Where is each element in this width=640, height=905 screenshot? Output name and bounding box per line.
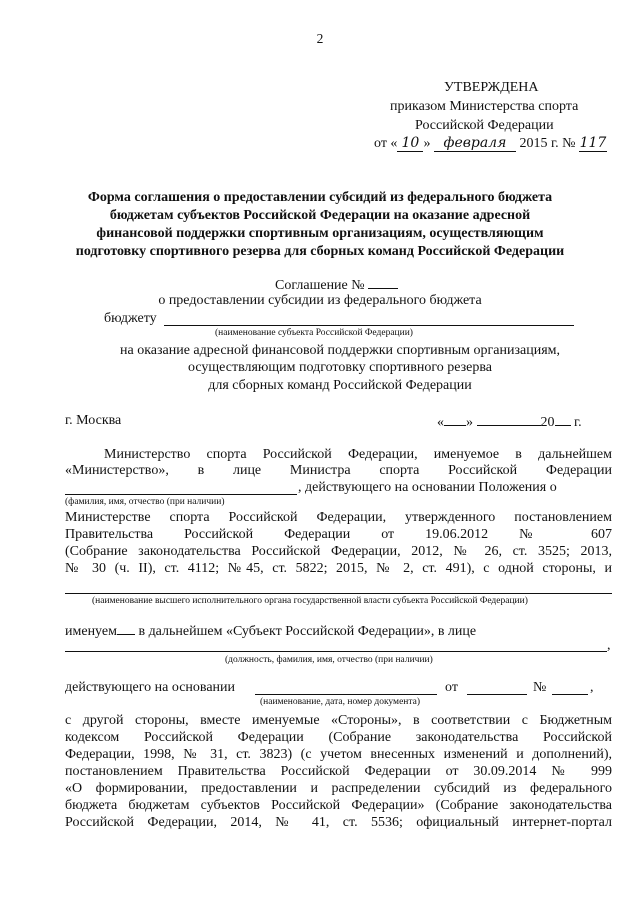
agreement-title	[275, 276, 398, 294]
para1-line-1: Министерство спорта Российской Федерации, именуемое в дальнейшем	[104, 447, 612, 462]
approval-date	[374, 135, 607, 152]
basis-text: действующего на основании	[65, 680, 236, 695]
para1-line-7: № 30 (ч. II), ст. 4112; №45, ст. 5822; 2015, № 2, ст. 491), с одной стороны, и	[65, 561, 612, 576]
budget-blank-line	[164, 325, 574, 326]
agreement-line-4: для сборных команд Российской Федерации	[208, 378, 472, 393]
agreement-line-3: осуществляющим подготовку спортивного резерва	[188, 360, 492, 375]
agreement-number-blank	[368, 276, 398, 289]
approval-month-handwritten: февраля	[434, 135, 516, 152]
date-year: 20	[540, 415, 555, 430]
form-title-line-4: подготовку спортивного резерва для сборных команд Российской Федерации	[75, 244, 565, 259]
approval-date-sep: »	[423, 136, 431, 151]
named-text-b: в дальнейшем «Субъект Российской Федерации», в лице	[134, 624, 477, 639]
named-line	[65, 622, 476, 640]
para2-line-7: Российской Федерации, 2014, № 41, ст. 5536; официальный интернет-портал	[65, 815, 612, 830]
organ-caption: (наименование высшего исполнительного органа государственной власти субъекта Российской Федерации)	[92, 596, 528, 606]
position-caption: (должность, фамилия, имя, отчество (при наличии)	[225, 655, 433, 665]
place: г. Москва	[65, 413, 122, 428]
form-title-line-3: финансовой поддержки спортивным организациям, осуществляющим	[96, 226, 544, 241]
fio-blank-line	[65, 494, 297, 495]
basis-comma: ,	[590, 680, 594, 695]
para2-line-1: с другой стороны, вместе именуемые «Стороны», в соответствии с Бюджетным	[65, 713, 612, 728]
fio-caption: (фамилия, имя, отчество (при наличии)	[65, 497, 225, 507]
organ-blank-line	[65, 593, 612, 594]
agreement-date	[437, 413, 582, 431]
approval-number-handwritten: 117	[579, 135, 607, 151]
position-comma: ,	[607, 638, 611, 653]
page-number: 2	[316, 31, 324, 46]
agreement-line-2: на оказание адресной финансовой поддержки спортивным организациям,	[119, 343, 560, 358]
para2-line-3: Федерации, 1998, № 31, ст. 3823) (с учетом внесенных изменений и дополнений),	[65, 747, 612, 762]
position-blank-line	[65, 651, 607, 652]
form-title-line-2: бюджетам субъектов Российской Федерации на оказание адресной	[109, 208, 531, 223]
date-g: г.	[574, 415, 582, 430]
basis-number-blank	[552, 694, 588, 695]
basis-ot: от	[445, 680, 458, 695]
date-month-blank	[477, 413, 541, 426]
para1-line-3-tail: , действующего на основании Положения о	[298, 480, 557, 495]
agreement-subtitle: о предоставлении субсидии из федерального бюджета	[158, 293, 482, 308]
para1-line-6: (Собрание законодательства Российской Федерации, 2012, № 26, ст. 3525; 2013,	[65, 544, 612, 559]
named-ending-blank	[117, 622, 135, 635]
para1-line-2: «Министерство», в лице Министра спорта Российской Федерации	[65, 463, 612, 478]
para1-line-4: Министерстве спорта Российской Федерации, утвержденного постановлением	[65, 510, 612, 525]
approval-year: 2015 г. №	[519, 136, 576, 151]
named-text-a: именуем	[65, 624, 117, 639]
para2-line-5: «О формировании, предоставлении и распределении субсидий из федерального	[65, 781, 612, 796]
agreement-title-text: Соглашение №	[275, 278, 365, 293]
basis-date-blank	[467, 694, 527, 695]
para2-line-2: кодексом Российской Федерации (Собрание законодательства Российской	[65, 730, 612, 745]
para1-line-5: Правительства Российской Федерации от 19.06.2012 № 607	[65, 527, 612, 542]
approval-title: УТВЕРЖДЕНА	[444, 80, 539, 95]
date-year-blank	[555, 413, 571, 426]
basis-document-blank	[255, 694, 437, 695]
approval-line2: Российской Федерации	[415, 118, 554, 133]
date-day-blank	[444, 413, 466, 426]
date-open-quote: «	[437, 415, 444, 430]
para2-line-6: бюджета бюджетам субъектов Российской Федерации» (Собрание законодательства	[65, 798, 612, 813]
basis-no: №	[533, 680, 547, 695]
approval-date-prefix: от «	[374, 136, 398, 151]
approval-line1: приказом Министерства спорта	[390, 99, 579, 114]
basis-caption: (наименование, дата, номер документа)	[260, 697, 421, 707]
para2-line-4: постановлением Правительства Российской Федерации от 30.09.2014 № 999	[65, 764, 612, 779]
budget-caption: (наименование субъекта Российской Федерации)	[215, 328, 413, 338]
approval-day-handwritten: 10	[397, 135, 423, 152]
agreement-budget-label: бюджету	[104, 311, 157, 326]
date-close-quote: »	[466, 415, 473, 430]
form-title-line-1: Форма соглашения о предоставлении субсидий из федерального бюджета	[87, 190, 553, 205]
